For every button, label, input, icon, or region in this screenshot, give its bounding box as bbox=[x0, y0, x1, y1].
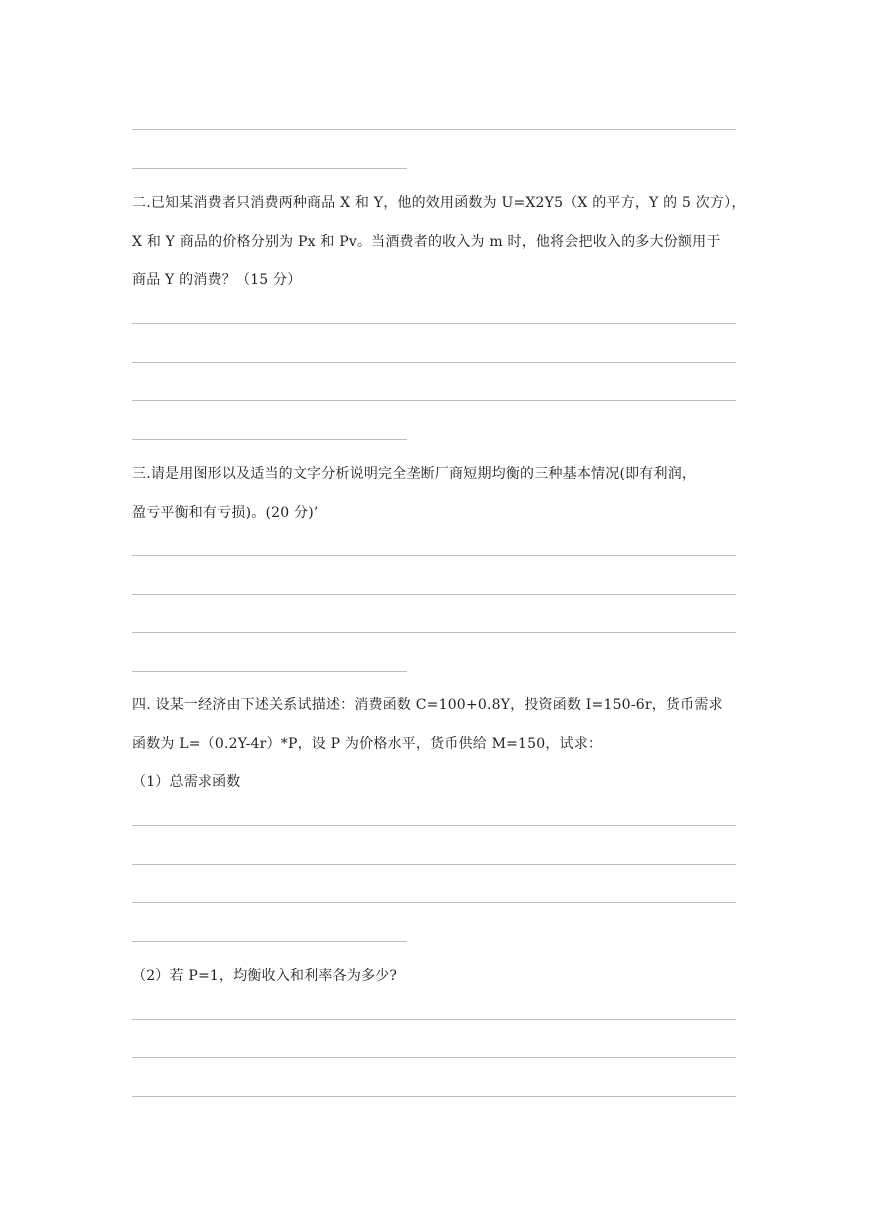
answer-line-short bbox=[132, 439, 407, 440]
question-3-line-1: 三.请是用图形以及适当的文字分析说明完全垄断厂商短期均衡的三种基本情况(即有利润， bbox=[132, 466, 697, 482]
answer-line bbox=[132, 902, 736, 903]
answer-line bbox=[132, 129, 736, 130]
answer-line bbox=[132, 825, 736, 826]
question-4-sub-1: （1）总需求函数 bbox=[132, 774, 241, 790]
question-2-line-1: 二.已知某消费者只消费两种商品 X 和 Y，他的效用函数为 U=X2Y5（X 的平方，Y 的 5 次方）， bbox=[132, 195, 746, 211]
question-4-line-1: 四. 设某一经济由下述关系试描述：消费函数 C=100+0.8Y，投资函数 I=150-6r，货币需求 bbox=[132, 697, 723, 713]
answer-line bbox=[132, 864, 736, 865]
answer-line bbox=[132, 1019, 736, 1020]
answer-line-short bbox=[132, 941, 407, 942]
question-4-line-2: 函数为 L=（0.2Y-4r）*P，设 P 为价格水平，货币供给 M=150，试求： bbox=[132, 736, 603, 752]
answer-line bbox=[132, 632, 736, 633]
question-2-line-2: X 和 Y 商品的价格分别为 Px 和 Pv。当酒费者的收入为 m 时，他将会把收入的多大份额用于 bbox=[132, 234, 721, 250]
question-2-line-3: 商品 Y 的消费？（15 分） bbox=[132, 272, 302, 288]
answer-line bbox=[132, 400, 736, 401]
answer-line bbox=[132, 323, 736, 324]
question-4-sub-2: （2）若 P=1，均衡收入和利率各为多少? bbox=[132, 968, 398, 984]
answer-line bbox=[132, 1057, 736, 1058]
answer-line bbox=[132, 555, 736, 556]
answer-line bbox=[132, 1096, 736, 1097]
question-3-line-2: 盈亏平衡和有亏损)。(20 分)’ bbox=[132, 505, 319, 521]
answer-line-short bbox=[132, 168, 407, 169]
answer-line bbox=[132, 594, 736, 595]
answer-line bbox=[132, 362, 736, 363]
answer-line-short bbox=[132, 671, 407, 672]
